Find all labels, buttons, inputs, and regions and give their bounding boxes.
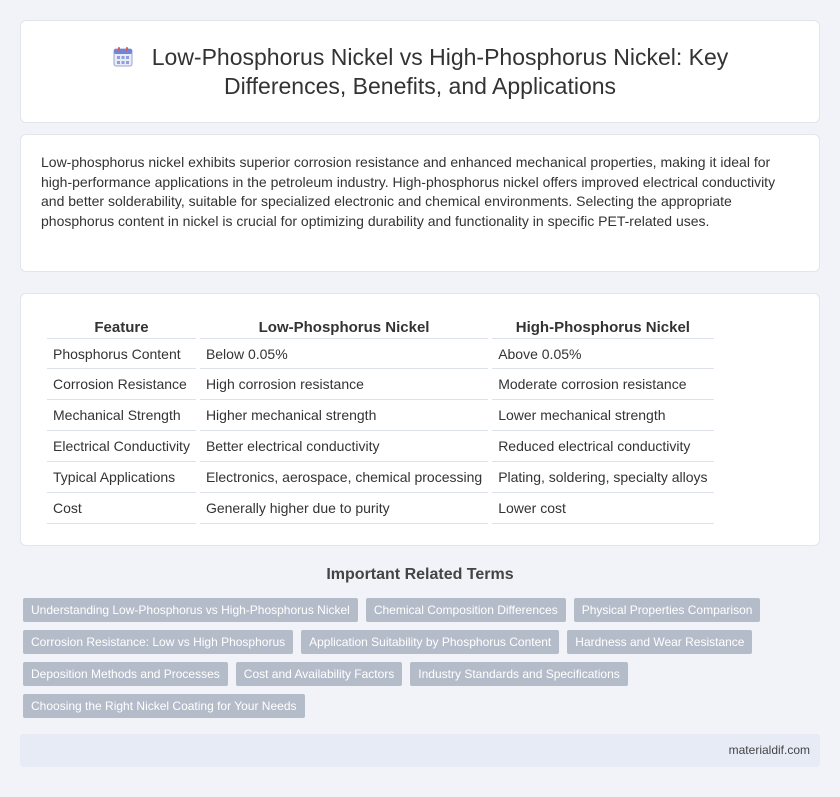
footer [20,734,820,767]
site-credit-link[interactable]: materialdif.com [728,743,810,757]
table-cell: Generally higher due to purity [200,493,488,524]
related-term-tag[interactable]: Application Suitability by Phosphorus Content [301,630,559,654]
table-cell: Electronics, aerospace, chemical processing [200,462,488,493]
table-row [47,493,714,524]
related-term-tag[interactable]: Industry Standards and Specifications [410,662,627,686]
table-cell: Reduced electrical conductivity [492,431,713,462]
table-cell: Phosphorus Content [47,338,196,369]
related-term-tag[interactable]: Corrosion Resistance: Low vs High Phosphorus [23,630,293,654]
comparison-card [20,293,820,546]
related-term-tag[interactable]: Cost and Availability Factors [236,662,403,686]
table-cell: Lower mechanical strength [492,400,713,431]
header-card [20,20,820,123]
table-row [47,431,714,462]
table-cell: Lower cost [492,493,713,524]
table-cell: Cost [47,493,196,524]
related-term-tag[interactable]: Understanding Low-Phosphorus vs High-Phosphorus Nickel [23,598,358,622]
related-term-tag[interactable]: Physical Properties Comparison [574,598,761,622]
table-cell: Mechanical Strength [47,400,196,431]
title-wrap [81,43,759,101]
table-cell: Typical Applications [47,462,196,493]
related-term-tag[interactable]: Chemical Composition Differences [366,598,566,622]
table-header-row [47,314,714,338]
table-cell: Moderate corrosion resistance [492,369,713,400]
table-cell: Higher mechanical strength [200,400,488,431]
table-cell: Better electrical conductivity [200,431,488,462]
header [21,21,819,122]
calendar-grid-icon [112,46,134,68]
table-cell: Below 0.05% [200,338,488,369]
table-row [47,400,714,431]
column-header: High-Phosphorus Nickel [515,319,690,336]
intro-card [20,134,820,272]
related-terms-list [23,598,813,718]
table-cell: Corrosion Resistance [47,369,196,400]
table-cell: Electrical Conductivity [47,431,196,462]
table-row [47,462,714,493]
related-term-tag[interactable]: Choosing the Right Nickel Coating for Your Needs [23,694,305,718]
intro-paragraph: Low-phosphorus nickel exhibits superior corrosion resistance and enhanced mechanical properties, making it ideal for high-performance applications in the petroleum industry. High-phosphorus nickel offers improved electrical conductivity and better solderability, suitable for specialized electronic and chemical environments. Selecting the appropriate phosphorus content in nickel is crucial for optimizing durability and functionality in specific PET-related uses. [41,154,776,229]
table-cell: High corrosion resistance [200,369,488,400]
comparison-table [43,314,718,524]
page-title: Low-Phosphorus Nickel vs High-Phosphorus Nickel: Key Differences, Benefits, and Applications [151,43,729,99]
column-header: Low-Phosphorus Nickel [258,319,430,336]
table-cell: Plating, soldering, specialty alloys [492,462,713,493]
table-row [47,369,714,400]
column-header: Feature [94,319,149,336]
related-terms-heading: Important Related Terms [326,566,514,583]
related-term-tag[interactable]: Hardness and Wear Resistance [567,630,752,654]
table-row [47,338,714,369]
table-cell: Above 0.05% [492,338,713,369]
related-term-tag[interactable]: Deposition Methods and Processes [23,662,228,686]
